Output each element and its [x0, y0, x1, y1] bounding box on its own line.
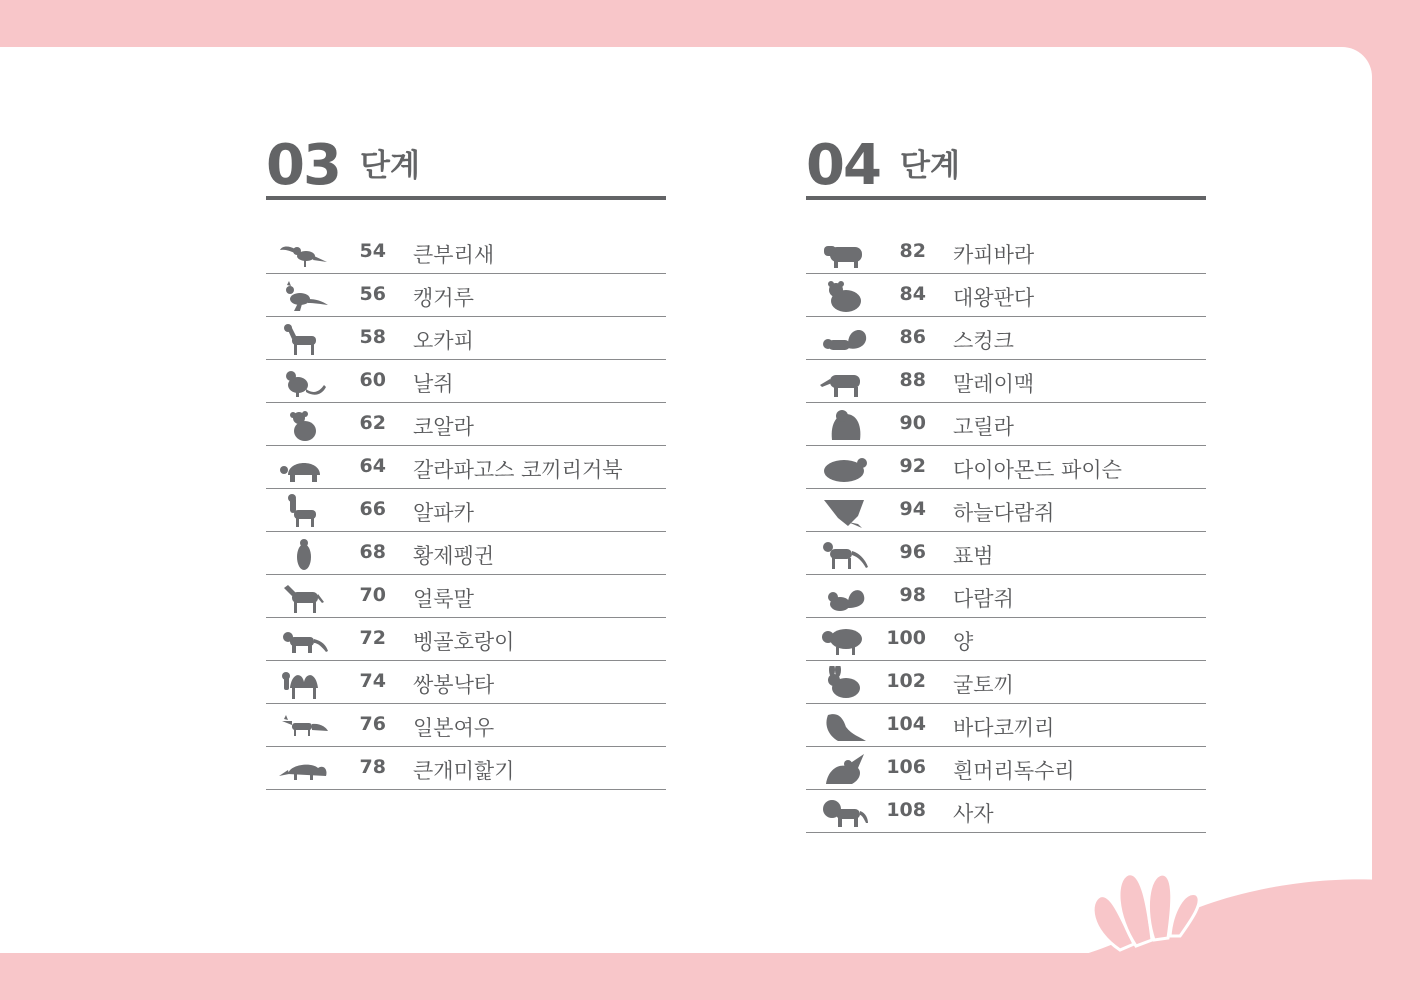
list-item	[266, 274, 666, 317]
capybara-icon	[818, 236, 870, 270]
animal-name: 고릴라	[953, 415, 1014, 439]
page-number: 106	[886, 756, 926, 778]
kangaroo-icon	[278, 279, 330, 313]
list-item	[806, 704, 1206, 747]
page-number: 54	[359, 240, 386, 262]
list-item	[266, 618, 666, 661]
animal-name: 흰머리독수리	[953, 759, 1075, 783]
lion-icon	[818, 795, 870, 829]
list-item	[806, 274, 1206, 317]
koala-icon	[278, 408, 330, 442]
list-item	[806, 446, 1206, 489]
list-item	[266, 403, 666, 446]
list-item	[806, 360, 1206, 403]
list-item	[266, 575, 666, 618]
page-number: 76	[359, 713, 386, 735]
stage-number: 04	[806, 133, 880, 198]
penguin-icon	[278, 537, 330, 571]
list-item	[806, 618, 1206, 661]
stage-03-list	[266, 231, 666, 790]
page-number: 64	[359, 455, 386, 477]
stage-number: 03	[266, 133, 340, 198]
flying-squirrel-icon	[818, 494, 870, 528]
gorilla-icon	[818, 408, 870, 442]
page-number: 96	[899, 541, 926, 563]
leopard-icon	[818, 537, 870, 571]
animal-name: 황제펭귄	[413, 544, 495, 568]
animal-name: 대왕판다	[953, 286, 1035, 310]
animal-name: 벵골호랑이	[413, 630, 515, 654]
stage-label: 단계	[900, 148, 960, 184]
page-number: 82	[899, 240, 926, 262]
page-number: 108	[886, 799, 926, 821]
fox-icon	[278, 709, 330, 743]
stage-label: 단계	[360, 148, 420, 184]
list-item	[266, 446, 666, 489]
page-number: 92	[899, 455, 926, 477]
stage-03-header	[266, 133, 666, 200]
zebra-icon	[278, 580, 330, 614]
page-number: 94	[899, 498, 926, 520]
page-number: 104	[886, 713, 926, 735]
jerboa-icon	[278, 365, 330, 399]
pink-leaf-decoration	[1060, 840, 1380, 960]
rabbit-icon	[818, 666, 870, 700]
squirrel-icon	[818, 580, 870, 614]
animal-name: 바다코끼리	[953, 716, 1055, 740]
animal-name: 하늘다람쥐	[953, 501, 1055, 525]
okapi-icon	[278, 322, 330, 356]
walrus-icon	[818, 709, 870, 743]
page-number: 78	[359, 756, 386, 778]
page-number: 56	[359, 283, 386, 305]
list-item	[806, 790, 1206, 833]
animal-name: 스컹크	[953, 329, 1014, 353]
animal-name: 큰개미핥기	[413, 759, 515, 783]
animal-name: 양	[953, 630, 974, 654]
stage-04-list	[806, 231, 1206, 833]
page-number: 88	[899, 369, 926, 391]
page-number: 68	[359, 541, 386, 563]
page-number: 60	[359, 369, 386, 391]
page-number: 72	[359, 627, 386, 649]
animal-name: 코알라	[413, 415, 474, 439]
alpaca-icon	[278, 494, 330, 528]
list-item	[806, 747, 1206, 790]
page-number: 62	[359, 412, 386, 434]
toucan-icon	[278, 236, 330, 270]
list-item	[806, 575, 1206, 618]
list-item	[806, 403, 1206, 446]
animal-name: 얼룩말	[413, 587, 474, 611]
page-number: 98	[899, 584, 926, 606]
list-item	[266, 360, 666, 403]
list-item	[266, 489, 666, 532]
list-item	[806, 231, 1206, 274]
python-icon	[818, 451, 870, 485]
page-number: 74	[359, 670, 386, 692]
animal-name: 카피바라	[953, 243, 1035, 267]
animal-name: 다이아몬드 파이슨	[953, 458, 1122, 482]
skunk-icon	[818, 322, 870, 356]
tiger-icon	[278, 623, 330, 657]
page-number: 58	[359, 326, 386, 348]
page-number: 100	[886, 627, 926, 649]
animal-name: 캥거루	[413, 286, 474, 310]
animal-name: 오카피	[413, 329, 474, 353]
stage-04-column	[806, 133, 1206, 833]
list-item	[806, 532, 1206, 575]
animal-name: 쌍봉낙타	[413, 673, 495, 697]
list-item	[266, 747, 666, 790]
stage-04-header	[806, 133, 1206, 200]
page-number: 102	[886, 670, 926, 692]
animal-name: 알파카	[413, 501, 474, 525]
list-item	[806, 317, 1206, 360]
animal-name: 날쥐	[413, 372, 454, 396]
page-number: 66	[359, 498, 386, 520]
stage-03-column	[266, 133, 666, 790]
animal-name: 일본여우	[413, 716, 495, 740]
panda-icon	[818, 279, 870, 313]
list-item	[806, 489, 1206, 532]
sheep-icon	[818, 623, 870, 657]
page-number: 84	[899, 283, 926, 305]
animal-name: 큰부리새	[413, 243, 495, 267]
page-number: 86	[899, 326, 926, 348]
list-item	[806, 661, 1206, 704]
page-number: 90	[899, 412, 926, 434]
animal-name: 다람쥐	[953, 587, 1014, 611]
animal-name: 말레이맥	[953, 372, 1035, 396]
list-item	[266, 704, 666, 747]
camel-icon	[278, 666, 330, 700]
eagle-icon	[818, 752, 870, 786]
tapir-icon	[818, 365, 870, 399]
animal-name: 사자	[953, 802, 994, 826]
animal-name: 굴토끼	[953, 673, 1014, 697]
list-item	[266, 231, 666, 274]
list-item	[266, 661, 666, 704]
animal-name: 표범	[953, 544, 994, 568]
animal-name: 갈라파고스 코끼리거북	[413, 458, 623, 482]
tortoise-icon	[278, 451, 330, 485]
list-item	[266, 532, 666, 575]
anteater-icon	[278, 752, 330, 786]
list-item	[266, 317, 666, 360]
page-number: 70	[359, 584, 386, 606]
